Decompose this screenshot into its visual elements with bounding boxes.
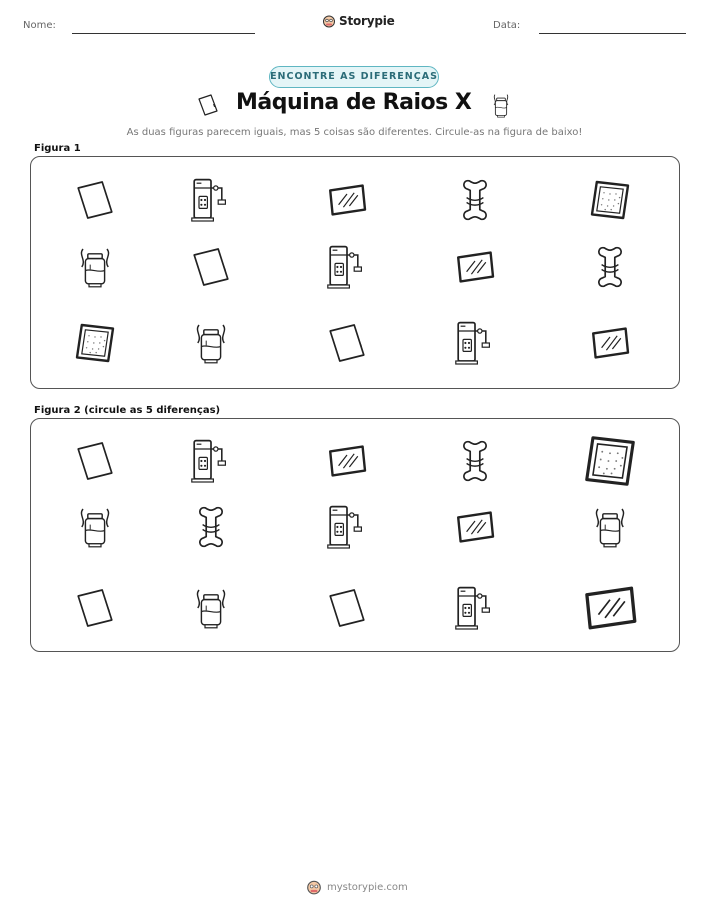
bone-icon[interactable] bbox=[451, 437, 499, 485]
folder-icon[interactable] bbox=[323, 584, 371, 632]
name-line[interactable] bbox=[72, 33, 255, 34]
date-label: Data: bbox=[493, 20, 521, 31]
bone-icon bbox=[451, 176, 499, 224]
xray-machine-icon[interactable] bbox=[323, 503, 371, 551]
title-row bbox=[0, 90, 709, 124]
film-icon bbox=[586, 319, 634, 367]
instructions-text: As duas figuras parecem iguais, mas 5 coisas são diferentes. Circule-as na figura de baixo! bbox=[126, 127, 583, 138]
figure-2-panel[interactable] bbox=[30, 418, 680, 652]
activity-badge: ENCONTRE AS DIFERENÇAS bbox=[269, 66, 439, 88]
folder-icon bbox=[71, 176, 119, 224]
jar-icon bbox=[488, 91, 514, 119]
jar-icon[interactable] bbox=[71, 503, 119, 551]
bone-icon bbox=[586, 243, 634, 291]
bone-icon[interactable] bbox=[187, 503, 235, 551]
figure-1-label: Figura 1 bbox=[34, 143, 81, 154]
folder-icon[interactable] bbox=[71, 584, 119, 632]
xray-machine-icon[interactable] bbox=[187, 437, 235, 485]
figure-1-panel bbox=[30, 156, 680, 389]
film-icon bbox=[323, 176, 371, 224]
jar-icon bbox=[187, 319, 235, 367]
storypie-mascot-icon bbox=[322, 14, 336, 28]
jar-icon[interactable] bbox=[187, 584, 235, 632]
figure-2-label: Figura 2 (circule as 5 diferenças) bbox=[34, 405, 221, 416]
jar-icon bbox=[71, 243, 119, 291]
brand-logo bbox=[322, 14, 395, 28]
film-icon[interactable] bbox=[451, 503, 499, 551]
folder-icon bbox=[187, 243, 235, 291]
storypie-mascot-icon bbox=[306, 879, 322, 895]
xray-machine-icon bbox=[451, 319, 499, 367]
folder-icon bbox=[323, 319, 371, 367]
xray-machine-icon[interactable] bbox=[451, 584, 499, 632]
tray-icon[interactable] bbox=[579, 430, 641, 492]
name-label: Nome: bbox=[23, 20, 56, 31]
folder-icon bbox=[196, 93, 220, 117]
folder-icon[interactable] bbox=[71, 437, 119, 485]
footer bbox=[306, 879, 408, 895]
film-icon bbox=[451, 243, 499, 291]
film-icon[interactable] bbox=[323, 437, 371, 485]
film-icon[interactable] bbox=[577, 575, 643, 641]
brand-name: Storypie bbox=[339, 14, 395, 28]
tray-icon bbox=[586, 176, 634, 224]
xray-machine-icon bbox=[187, 176, 235, 224]
tray-icon bbox=[71, 319, 119, 367]
xray-machine-icon bbox=[323, 243, 371, 291]
date-line[interactable] bbox=[539, 33, 686, 34]
page-title: Máquina de Raios X bbox=[236, 90, 472, 115]
footer-url[interactable]: mystorypie.com bbox=[327, 881, 408, 893]
jar-icon[interactable] bbox=[586, 503, 634, 551]
